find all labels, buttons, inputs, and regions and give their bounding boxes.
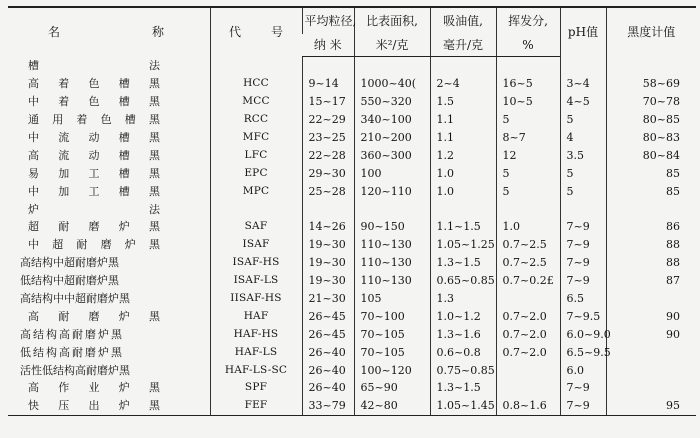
cell-oil: 1.05~1.25	[430, 236, 496, 254]
cell-area: 550~320	[354, 93, 430, 111]
cell-size: 19~30	[302, 236, 354, 254]
cell-code: MPC	[210, 182, 302, 200]
unit-volatile: %	[496, 34, 560, 57]
unit-surface-area: 米²/克	[354, 34, 430, 57]
cell-code: HAF	[210, 307, 302, 325]
table-row	[8, 272, 696, 290]
cell-volatile: 5	[496, 111, 560, 129]
cell-name: 高 着 色 槽 黑	[28, 77, 160, 91]
section-row	[8, 200, 696, 218]
cell-name: 中 着 色 槽 黑	[28, 95, 160, 109]
table-row	[8, 182, 696, 200]
cell-ph: 6.5~9.5	[560, 343, 606, 361]
cell-code: HCC	[210, 75, 302, 93]
header-blackness: 黑度计值	[606, 7, 696, 57]
cell-oil: 1.0	[430, 164, 496, 182]
cell-ph: 7~9	[560, 272, 606, 290]
header-name: 名 称	[8, 7, 210, 57]
cell-size: 19~30	[302, 254, 354, 272]
cell-black: 70~78	[606, 93, 696, 111]
cell-ph: 7~9	[560, 218, 606, 236]
cell-ph: 3.5	[560, 146, 606, 164]
header-volatile: 挥发分,	[496, 7, 560, 34]
cell-area: 65~90	[354, 379, 430, 397]
cell-area: 110~130	[354, 236, 430, 254]
cell-oil: 1.3	[430, 290, 496, 308]
cell-ph: 6.5	[560, 290, 606, 308]
table-header	[8, 7, 696, 57]
cell-volatile: 0.7~2.5	[496, 254, 560, 272]
cell-area: 42~80	[354, 397, 430, 415]
cell-oil: 1.3~1.5	[430, 254, 496, 272]
cell-volatile: 5	[496, 182, 560, 200]
cell-area: 110~130	[354, 272, 430, 290]
cell-volatile: 8~7	[496, 129, 560, 147]
cell-ph: 4	[560, 129, 606, 147]
table-row	[8, 379, 696, 397]
cell-ph	[560, 57, 606, 75]
cell-code: HAF-LS-SC	[210, 361, 302, 379]
cell-volatile: 1.0	[496, 218, 560, 236]
cell-volatile: 0.7~2.0	[496, 325, 560, 343]
cell-black: 80~83	[606, 129, 696, 147]
header-oil-absorption: 吸油值,	[430, 7, 496, 34]
cell-oil: 1.3~1.5	[430, 379, 496, 397]
cell-oil: 0.75~0.85	[430, 361, 496, 379]
cell-oil: 1.3~1.6	[430, 325, 496, 343]
cell-size: 26~40	[302, 361, 354, 379]
cell-size: 29~30	[302, 164, 354, 182]
cell-black	[606, 290, 696, 308]
cell-name: 高结构中中超耐磨炉黑	[20, 292, 130, 306]
header-code: 代 号	[210, 7, 302, 57]
table-row	[8, 236, 696, 254]
cell-size: 26~45	[302, 325, 354, 343]
cell-size: 19~30	[302, 272, 354, 290]
cell-black: 85	[606, 164, 696, 182]
cell-name: 通 用 着 色 槽 黑	[28, 113, 160, 127]
cell-ph: 3~4	[560, 75, 606, 93]
cell-code	[210, 200, 302, 218]
cell-volatile: 0.7~2.0	[496, 343, 560, 361]
table-row	[8, 361, 696, 379]
cell-name: 高结构中超耐磨炉黑	[20, 256, 119, 270]
cell-black: 88	[606, 236, 696, 254]
cell-size: 15~17	[302, 93, 354, 111]
cell-volatile: 16~5	[496, 75, 560, 93]
cell-ph: 6.0	[560, 361, 606, 379]
cell-black: 86	[606, 218, 696, 236]
unit-oil-absorption: 毫升/克	[430, 34, 496, 57]
cell-black	[606, 379, 696, 397]
cell-name: 低结构高耐磨炉黑	[20, 345, 124, 359]
cell-size	[302, 57, 354, 75]
cell-ph: 5	[560, 182, 606, 200]
cell-black: 87	[606, 272, 696, 290]
cell-code: MFC	[210, 129, 302, 147]
cell-size: 26~45	[302, 307, 354, 325]
table-row	[8, 146, 696, 164]
table-body	[8, 57, 696, 416]
cell-oil: 0.6~0.8	[430, 343, 496, 361]
table-row	[8, 307, 696, 325]
cell-code: SAF	[210, 218, 302, 236]
cell-black	[606, 200, 696, 218]
cell-name: 超 耐 磨 炉 黑	[28, 220, 160, 234]
cell-name: 高结构高耐磨炉黑	[20, 327, 124, 341]
cell-volatile	[496, 361, 560, 379]
table-row	[8, 164, 696, 182]
cell-oil: 1.1	[430, 111, 496, 129]
cell-volatile: 0.7~0.2£	[496, 272, 560, 290]
header-particle-size: 平均粒径,	[302, 7, 354, 34]
cell-name: 中 加 工 槽 黑	[28, 184, 160, 198]
cell-volatile	[496, 57, 560, 75]
cell-volatile	[496, 200, 560, 218]
cell-area: 360~300	[354, 146, 430, 164]
cell-code: MCC	[210, 93, 302, 111]
cell-oil: 2~4	[430, 75, 496, 93]
cell-code: EPC	[210, 164, 302, 182]
cell-area: 340~100	[354, 111, 430, 129]
cell-code: FEF	[210, 397, 302, 415]
cell-area: 120~110	[354, 182, 430, 200]
cell-black: 85	[606, 182, 696, 200]
cell-ph: 7~9	[560, 379, 606, 397]
cell-volatile	[496, 379, 560, 397]
cell-name: 高 耐 磨 炉 黑	[28, 309, 160, 323]
cell-size: 14~26	[302, 218, 354, 236]
cell-black: 58~69	[606, 75, 696, 93]
table-row	[8, 325, 696, 343]
cell-area: 1000~40(	[354, 75, 430, 93]
table-row	[8, 397, 696, 415]
cell-black: 80~84	[606, 146, 696, 164]
cell-black: 95	[606, 397, 696, 415]
cell-volatile: 0.7~2.0	[496, 307, 560, 325]
cell-black	[606, 361, 696, 379]
cell-oil: 1.0~1.2	[430, 307, 496, 325]
table-row	[8, 111, 696, 129]
cell-oil: 1.1~1.5	[430, 218, 496, 236]
table-row	[8, 75, 696, 93]
section-title: 炉 法	[28, 202, 160, 216]
cell-area: 105	[354, 290, 430, 308]
cell-area: 210~200	[354, 129, 430, 147]
cell-name: 中 流 动 槽 黑	[28, 131, 160, 144]
cell-oil: 0.65~0.85	[430, 272, 496, 290]
cell-oil: 1.1	[430, 129, 496, 147]
cell-volatile: 10~5	[496, 93, 560, 111]
cell-code: SPF	[210, 379, 302, 397]
cell-name: 高 作 业 炉 黑	[28, 381, 160, 395]
cell-oil	[430, 57, 496, 75]
section-row	[8, 57, 696, 75]
cell-name: 低结构中超耐磨炉黑	[20, 274, 119, 288]
cell-oil: 1.5	[430, 93, 496, 111]
cell-volatile: 12	[496, 146, 560, 164]
section-title: 槽 法	[28, 59, 160, 73]
cell-name: 中 超 耐 磨 炉 黑	[28, 238, 160, 252]
cell-ph: 7~9.5	[560, 307, 606, 325]
cell-oil: 1.0	[430, 182, 496, 200]
cell-ph	[560, 200, 606, 218]
cell-size: 22~28	[302, 146, 354, 164]
cell-area	[354, 57, 430, 75]
cell-name: 易 加 工 槽 黑	[28, 166, 160, 180]
cell-code: HAF-LS	[210, 343, 302, 361]
table-row	[8, 254, 696, 272]
header-surface-area: 比表面积,	[354, 7, 430, 34]
cell-volatile	[496, 290, 560, 308]
header-ph: pH值	[560, 7, 606, 57]
cell-area: 70~105	[354, 343, 430, 361]
cell-area	[354, 200, 430, 218]
cell-code: RCC	[210, 111, 302, 129]
cell-size: 26~40	[302, 379, 354, 397]
cell-ph: 7~9	[560, 236, 606, 254]
cell-size	[302, 200, 354, 218]
cell-name: 快 压 出 炉 黑	[8, 397, 210, 415]
cell-black: 90	[606, 307, 696, 325]
table-row	[8, 290, 696, 308]
unit-particle-size: 纳 米	[302, 34, 354, 57]
cell-size: 21~30	[302, 290, 354, 308]
cell-size: 33~79	[302, 397, 354, 415]
cell-black: 88	[606, 254, 696, 272]
cell-code	[210, 57, 302, 75]
cell-black	[606, 343, 696, 361]
cell-ph: 5	[560, 111, 606, 129]
cell-code: ISAF-HS	[210, 254, 302, 272]
cell-volatile: 5	[496, 164, 560, 182]
cell-code: ISAF	[210, 236, 302, 254]
cell-name: 高 流 动 槽 黑	[28, 148, 160, 162]
cell-name: 活性低结构高耐磨炉黑	[20, 363, 130, 377]
table-row	[8, 129, 696, 147]
cell-black	[606, 57, 696, 75]
cell-code: IISAF-HS	[210, 290, 302, 308]
cell-oil: 1.05~1.45	[430, 397, 496, 415]
table-row	[8, 93, 696, 111]
cell-ph: 5	[560, 164, 606, 182]
cell-size: 9~14	[302, 75, 354, 93]
cell-area: 70~100	[354, 307, 430, 325]
cell-oil	[430, 200, 496, 218]
table-row	[8, 343, 696, 361]
cell-area: 100~120	[354, 361, 430, 379]
carbon-black-table	[8, 6, 696, 416]
cell-black: 90	[606, 325, 696, 343]
cell-area: 70~105	[354, 325, 430, 343]
cell-ph: 6.0~9.0	[560, 325, 606, 343]
cell-black: 80~85	[606, 111, 696, 129]
cell-area: 110~130	[354, 254, 430, 272]
cell-ph: 7~9	[560, 397, 606, 415]
cell-ph: 7~9	[560, 254, 606, 272]
cell-ph: 4~5	[560, 93, 606, 111]
cell-code: LFC	[210, 146, 302, 164]
cell-size: 25~28	[302, 182, 354, 200]
cell-size: 23~25	[302, 129, 354, 147]
cell-code: ISAF-LS	[210, 272, 302, 290]
table-row	[8, 218, 696, 236]
cell-size: 22~29	[302, 111, 354, 129]
cell-code: HAF-HS	[210, 325, 302, 343]
cell-volatile: 0.8~1.6	[496, 397, 560, 415]
cell-oil: 1.2	[430, 146, 496, 164]
cell-size: 26~40	[302, 343, 354, 361]
cell-area: 100	[354, 164, 430, 182]
cell-volatile: 0.7~2.5	[496, 236, 560, 254]
cell-area: 90~150	[354, 218, 430, 236]
